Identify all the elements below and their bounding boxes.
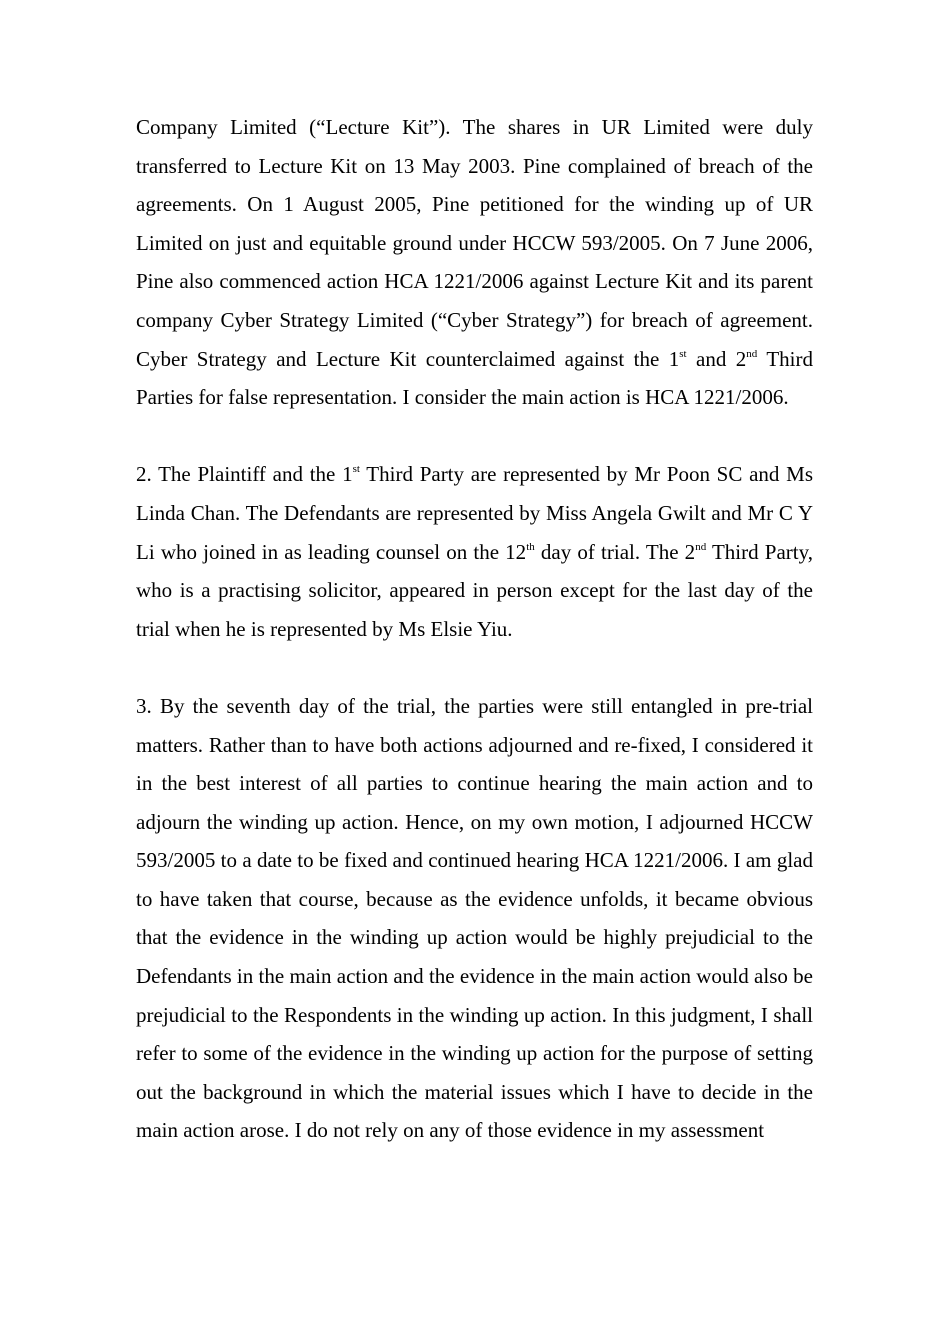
para2-text-2: Third Party are represented by Mr Poon SC and Ms Linda Chan. The Defendants are represented by Miss Angela Gwilt and Mr C Y Li who joined in as leading counsel on the 12 (136, 462, 813, 564)
para1-text-1: Company Limited (“Lecture Kit”). The shares in UR Limited were duly transferred to Lecture Kit on 13 May 2003. Pine complained of breach of the agreements. On 1 August 2005, Pine petitioned for the winding up of UR Limited on just and equitable ground under HCCW 593/2005. On 7 June 2006, Pine also commenced action HCA 1221/2006 against Lecture Kit and its parent company Cyber Strategy Limited (“Cyber Strategy”) for breach of agreement. Cyber Strategy and Lecture Kit counterclaimed against the 1 (136, 115, 813, 371)
document-page (136, 108, 813, 1150)
superscript-st: st (352, 463, 360, 476)
superscript-th: th (526, 540, 535, 553)
paragraph-gap (136, 417, 813, 456)
paragraph-1-continuation (136, 108, 813, 417)
superscript-nd: nd (695, 540, 707, 553)
para2-text-4: Third Party, who is a practising solicitor, appeared in person except for the last day of the trial when he is represented by Ms Elsie Yiu. (136, 539, 813, 641)
paragraph-gap (136, 648, 813, 687)
superscript-nd: nd (746, 347, 758, 360)
paragraph-3 (136, 687, 813, 1150)
para2-text-1: 2. The Plaintiff and the 1 (136, 462, 353, 487)
superscript-st: st (679, 347, 687, 360)
para1-text-3: Third Parties for false representation. I consider the main action is HCA 1221/2006. (136, 346, 814, 410)
para1-text-2: and 2 (686, 346, 747, 371)
paragraph-2 (136, 455, 813, 648)
para3-text-1: 3. By the seventh day of the trial, the parties were still entangled in pre-trial matters. Rather than to have both actions adjourned and re-fixed, I considered it in the best interest of all parties to continue hearing the main action and to adjourn the winding up action. Hence, on my own motion, I adjourned HCCW 593/2005 to a date to be fixed and continued hearing HCA 1221/2006. I am glad to have taken that course, because as the evidence unfolds, it became obvious that the evidence in the winding up action would be highly prejudicial to the Defendants in the main action and the evidence in the main action would also be prejudicial to the Respondents in the winding up action. In this judgment, I shall refer to some of the evidence in the winding up action for the purpose of setting out the background in which the material issues which I have to decide in the main action arose. I do not rely on any of those evidence in my assessment (136, 693, 813, 1143)
para2-text-3: day of trial. The 2 (534, 539, 696, 564)
